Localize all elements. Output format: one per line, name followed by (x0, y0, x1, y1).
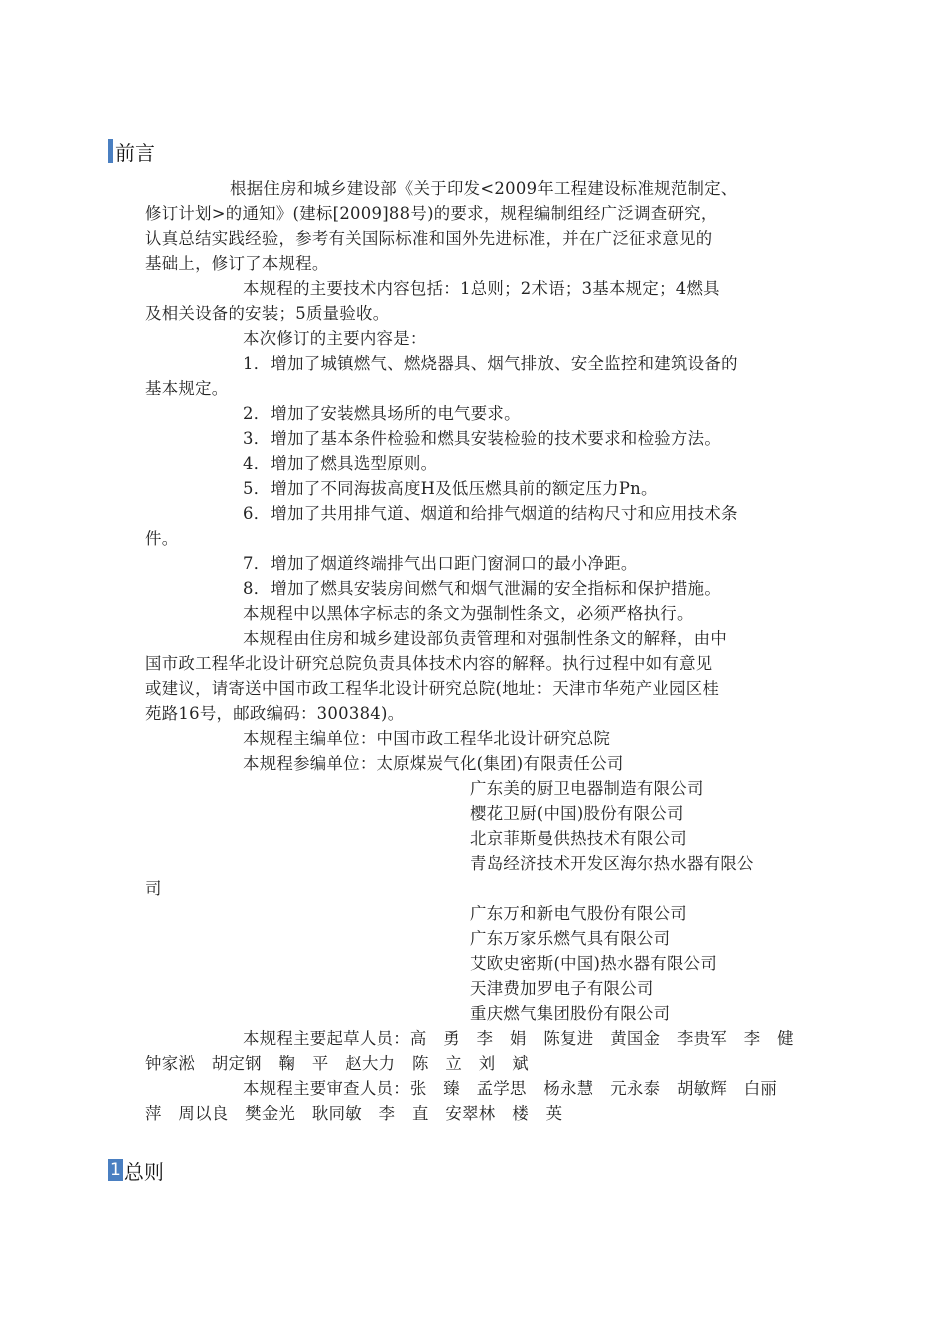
text-line: 4．增加了燃具选型原则。 (243, 454, 438, 473)
text-line: 樱花卫厨(中国)股份有限公司 (470, 804, 684, 823)
heading-marker (108, 139, 113, 163)
text-line: 北京菲斯曼供热技术有限公司 (470, 829, 687, 848)
text-line: 6．增加了共用排气道、烟道和给排气烟道的结构尺寸和应用技术条 (243, 504, 738, 523)
section-heading-preface (108, 138, 155, 164)
heading-title: 前言 (115, 140, 155, 165)
text-line: 国市政工程华北设计研究总院负责具体技术内容的解释。执行过程中如有意见 (145, 654, 713, 673)
text-line: 重庆燃气集团股份有限公司 (470, 1004, 671, 1023)
text-line: 基础上，修订了本规程。 (145, 254, 329, 273)
text-line: 件。 (145, 529, 179, 548)
text-line: 本规程由住房和城乡建设部负责管理和对强制性条文的解释，由中 (243, 629, 728, 648)
text-line: 广东美的厨卫电器制造有限公司 (470, 779, 704, 798)
text-line: 3．增加了基本条件检验和燃具安装检验的技术要求和检验方法。 (243, 429, 722, 448)
text-line: 基本规定。 (145, 379, 229, 398)
text-line: 8．增加了燃具安装房间燃气和烟气泄漏的安全指标和保护措施。 (243, 579, 722, 598)
text-line: 天津费加罗电子有限公司 (470, 979, 654, 998)
heading-title: 总则 (123, 1159, 164, 1184)
text-line: 艾欧史密斯(中国)热水器有限公司 (470, 954, 718, 973)
text-line: 或建议，请寄送中国市政工程华北设计研究总院(地址：天津市华苑产业园区桂 (145, 679, 720, 698)
text-line: 根据住房和城乡建设部《关于印发<2009年工程建设标准规范制定、 (230, 179, 738, 198)
text-line: 萍 周以良 樊金光 耿同敏 李 直 安翠林 楼 英 (145, 1104, 563, 1123)
text-line: 本规程主要起草人员：高 勇 李 娟 陈复进 黄国金 李贵军 李 健 (243, 1029, 794, 1048)
text-line: 7．增加了烟道终端排气出口距门窗洞口的最小净距。 (243, 554, 638, 573)
text-line: 本规程主要审查人员：张 臻 孟学思 杨永慧 元永泰 胡敏辉 白丽 (243, 1079, 778, 1098)
text-line: 苑路16号，邮政编码：300384)。 (145, 704, 405, 723)
text-line: 5．增加了不同海拔高度H及低压燃具前的额定压力Pn。 (243, 479, 658, 498)
text-line: 2．增加了安装燃具场所的电气要求。 (243, 404, 521, 423)
text-line: 本规程的主要技术内容包括：1总则；2术语；3基本规定；4燃具 (243, 279, 720, 298)
text-line: 及相关设备的安装；5质量验收。 (145, 304, 390, 323)
text-line: 广东万家乐燃气具有限公司 (470, 929, 671, 948)
text-line: 本规程主编单位：中国市政工程华北设计研究总院 (243, 729, 611, 748)
text-line: 广东万和新电气股份有限公司 (470, 904, 687, 923)
text-line: 司 (145, 879, 162, 898)
heading-number: 1 (110, 1160, 121, 1180)
text-line: 青岛经济技术开发区海尔热水器有限公 (470, 854, 754, 873)
text-line: 本规程中以黑体字标志的条文为强制性条文，必须严格执行。 (243, 604, 694, 623)
text-line: 1．增加了城镇燃气、燃烧器具、烟气排放、安全监控和建筑设备的 (243, 354, 738, 373)
section-heading-general (108, 1157, 164, 1183)
text-line: 本规程参编单位：太原煤炭气化(集团)有限责任公司 (243, 754, 624, 773)
text-line: 钟家淞 胡定钢 鞠 平 赵大力 陈 立 刘 斌 (145, 1054, 529, 1073)
text-line: 修订计划>的通知》(建标[2009]88号)的要求，规程编制组经广泛调查研究， (145, 204, 718, 223)
text-line: 认真总结实践经验，参考有关国际标准和国外先进标准，并在广泛征求意见的 (145, 229, 713, 248)
text-line: 本次修订的主要内容是： (243, 329, 427, 348)
